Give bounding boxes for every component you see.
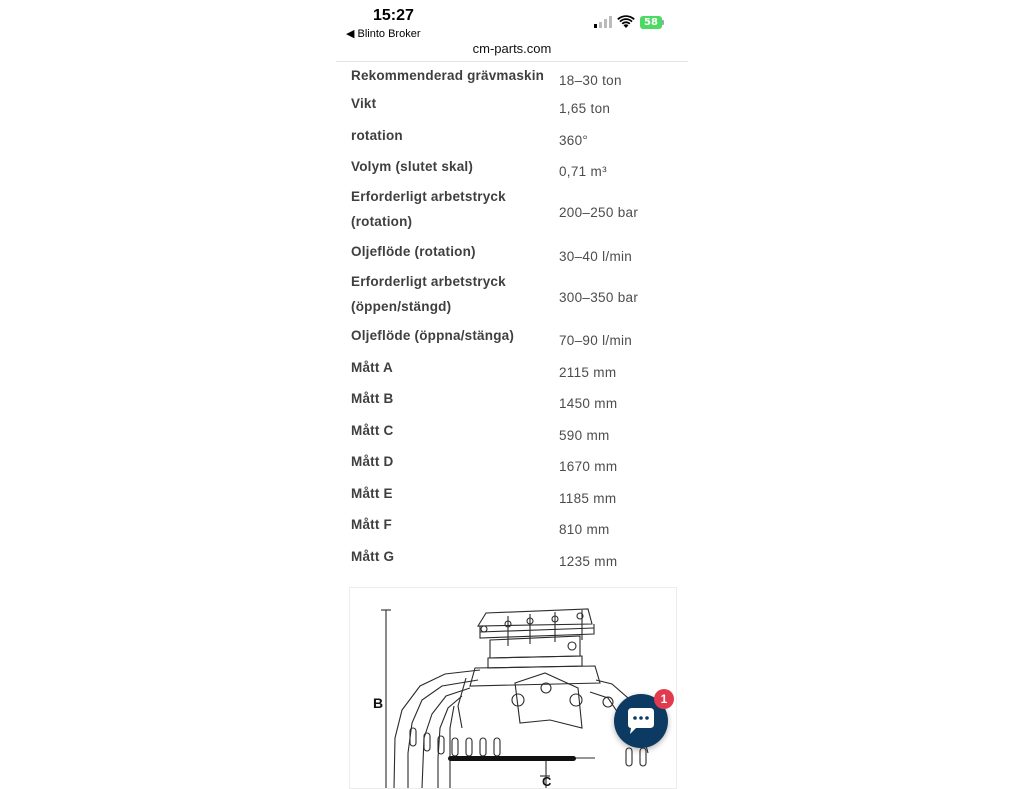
spec-row (336, 513, 688, 543)
spec-row (336, 124, 688, 154)
spec-row (336, 185, 688, 237)
spec-row (336, 240, 688, 270)
spec-label: Mått E (351, 486, 393, 501)
spec-value: 360° (559, 133, 589, 148)
cellular-signal-icon (594, 16, 612, 28)
spec-value: 30–40 l/min (559, 249, 633, 264)
spec-label: Oljeflöde (rotation) (351, 244, 476, 259)
chat-notification-badge: 1 (654, 689, 674, 709)
spec-value: 300–350 bar (559, 290, 639, 305)
spec-label: Vikt (351, 96, 377, 111)
address-bar-divider (336, 61, 688, 62)
spec-value: 810 mm (559, 522, 610, 537)
spec-value: 2115 mm (559, 365, 617, 380)
spec-row (336, 356, 688, 386)
spec-row (336, 270, 688, 322)
spec-value: 1450 mm (559, 396, 618, 411)
spec-label: Mått D (351, 454, 394, 469)
status-time: 15:27 (373, 7, 414, 24)
spec-label: Mått F (351, 517, 392, 532)
spec-row (336, 545, 688, 575)
spec-value: 70–90 l/min (559, 333, 633, 348)
wifi-icon (617, 15, 635, 29)
battery-tip (662, 20, 664, 25)
spec-value: 18–30 ton (559, 73, 622, 88)
spec-value: 1670 mm (559, 459, 618, 474)
spec-label: Mått C (351, 423, 394, 438)
dimension-label-c: C (542, 774, 552, 789)
spec-label: Mått A (351, 360, 393, 375)
spec-value: 1235 mm (559, 554, 618, 569)
spec-value: 200–250 bar (559, 205, 639, 220)
spec-row (336, 155, 688, 185)
spec-label: Volym (slutet skal) (351, 159, 474, 174)
spec-label: Oljeflöde (öppna/stänga) (351, 328, 515, 343)
spec-label: Rekommenderad grävmaskin (351, 68, 545, 83)
spec-row (336, 92, 688, 122)
spec-value: 590 mm (559, 428, 610, 443)
phone-screen (336, 0, 688, 789)
dimension-label-b: B (373, 695, 384, 711)
spec-row (336, 387, 688, 417)
battery-icon: 58 (640, 16, 662, 29)
spec-label: rotation (351, 128, 403, 143)
spec-row (336, 419, 688, 449)
spec-label: Erforderligt arbetstryck (öppen/stängd) (351, 274, 506, 314)
spec-value: 1,65 ton (559, 101, 611, 116)
spec-value: 0,71 m³ (559, 164, 607, 179)
spec-row (336, 64, 688, 94)
address-bar-url[interactable]: cm-parts.com (472, 41, 552, 56)
back-to-app-link[interactable]: ◀ Blinto Broker (346, 28, 421, 40)
spec-row (336, 324, 688, 354)
spec-label: Mått B (351, 391, 394, 406)
spec-row (336, 450, 688, 480)
spec-label: Erforderligt arbetstryck (rotation) (351, 189, 506, 229)
home-indicator[interactable] (448, 756, 576, 761)
spec-value: 1185 mm (559, 491, 617, 506)
spec-row (336, 482, 688, 512)
spec-label: Mått G (351, 549, 395, 564)
